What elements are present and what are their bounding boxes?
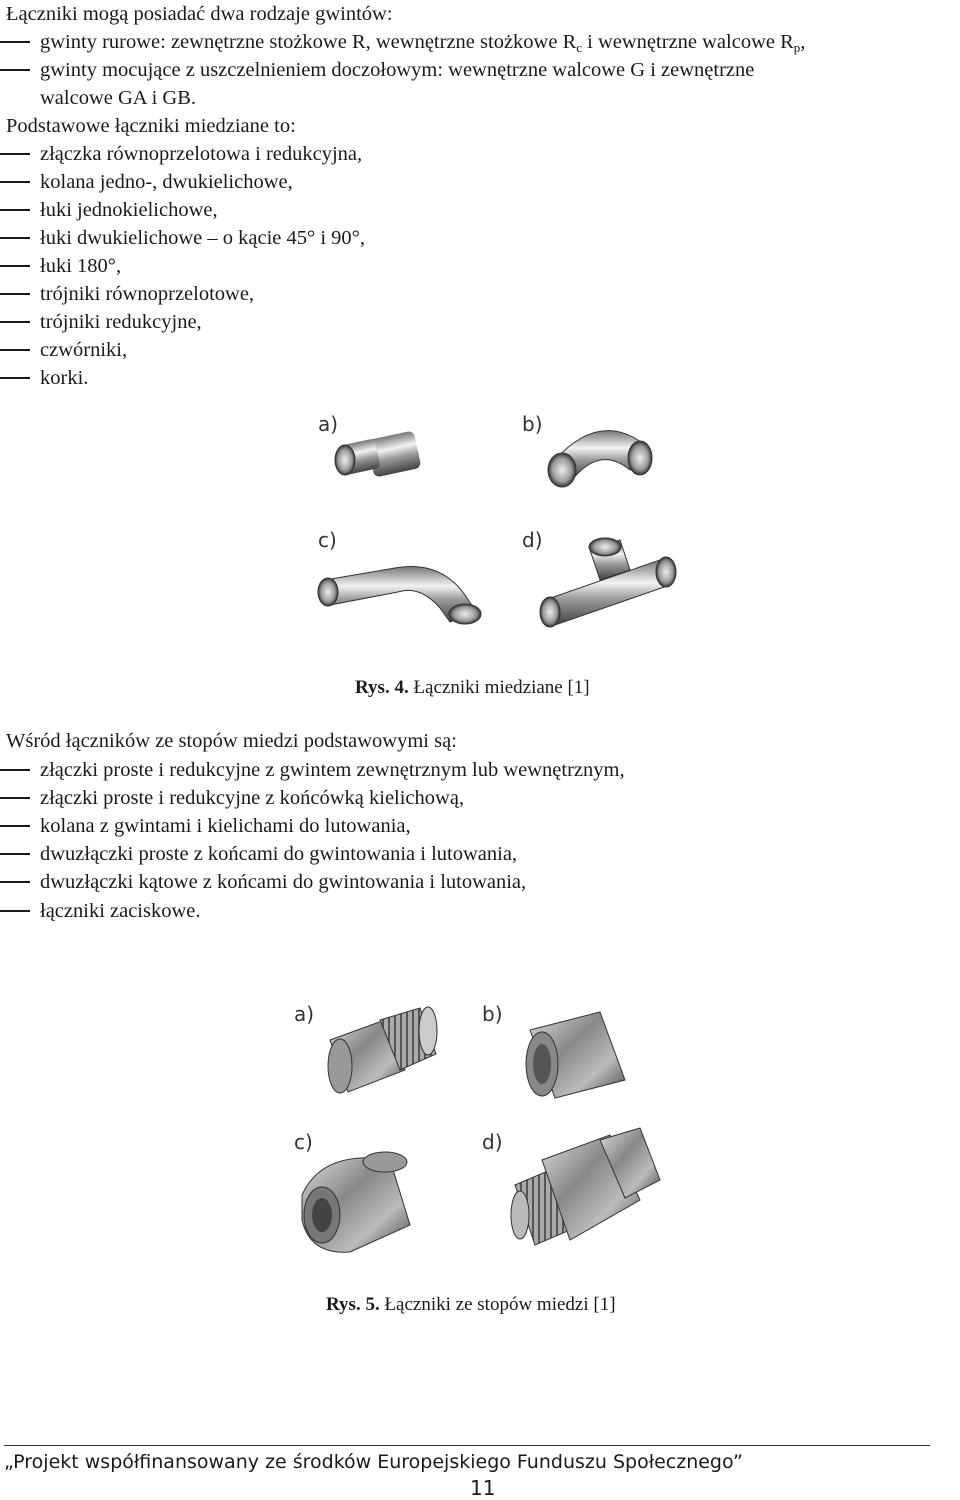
fig4-drawing (300, 400, 740, 650)
copper-bend-image (318, 567, 481, 624)
fig4-label-c: c) (318, 528, 337, 552)
dash-marker (0, 153, 30, 155)
fig4-caption-label: Rys. 4. (355, 677, 409, 698)
page-number: 11 (470, 1476, 496, 1500)
alloy-elbow-image (302, 1152, 410, 1252)
fig4-label-b: b) (522, 412, 543, 436)
fig5-caption-label: Rys. 5. (326, 1294, 380, 1315)
fig5-caption-text: Łączniki ze stopów miedzi [1] (379, 1294, 616, 1315)
footer-text: „Projekt współfinansowany ze środków Europejskiego Funduszu Społecznego” (4, 1451, 743, 1473)
thread-item-2-text: gwinty mocujące z uszczelnieniem doczołowym: wewnętrzne walcowe G i zewnętrzne (40, 59, 755, 81)
subscript-c: c (576, 40, 583, 55)
copper-intro: Podstawowe łączniki miedziane to: (6, 115, 296, 137)
footer-divider (4, 1445, 930, 1446)
dash-marker (0, 825, 30, 827)
dash-marker (0, 881, 30, 883)
fig4-label-d: d) (522, 528, 543, 552)
dash-marker (0, 769, 30, 771)
fig5-label-a: a) (294, 1002, 315, 1026)
fig5-drawing (280, 990, 700, 1280)
dash-marker (0, 377, 30, 379)
fig4-label-a: a) (318, 412, 339, 436)
figure-alloy-fittings (280, 990, 700, 1280)
dash-marker (0, 853, 30, 855)
fig4-caption-text: Łączniki miedziane [1] (408, 677, 590, 698)
alloy-coupling-image (526, 1012, 625, 1098)
figure-copper-fittings (300, 400, 740, 650)
thread-item-2-cont: walcowe GA i GB. (40, 87, 197, 109)
dash-marker (0, 910, 30, 912)
dash-marker (0, 265, 30, 267)
alloy-nipple-image (328, 1007, 437, 1093)
dash-marker (0, 41, 30, 43)
dash-marker (0, 237, 30, 239)
fig5-label-c: c) (294, 1130, 313, 1154)
thread-item-1-c: , (800, 31, 806, 53)
dash-marker (0, 69, 30, 71)
dash-marker (0, 181, 30, 183)
subscript-p: p (793, 40, 801, 55)
alloy-intro: Wśród łączników ze stopów miedzi podstawowymi są: (6, 730, 457, 752)
thread-item-1-b: i wewnętrzne walcowe R (582, 31, 794, 53)
dash-marker (0, 293, 30, 295)
fig5-label-d: d) (482, 1130, 503, 1154)
copper-reducer-image (335, 430, 421, 477)
fig5-caption (326, 1294, 616, 1316)
intro-text: Łączniki mogą posiadać dwa rodzaje gwintów: (6, 3, 393, 25)
alloy-union-image (511, 1128, 660, 1245)
fig4-caption (355, 677, 590, 699)
copper-tee-image (540, 538, 676, 627)
thread-item-1-a: gwinty rurowe: zewnętrzne stożkowe R, wewnętrzne stożkowe R (40, 31, 577, 53)
dash-marker (0, 797, 30, 799)
copper-elbow-image (548, 431, 652, 487)
dash-marker (0, 321, 30, 323)
fig5-label-b: b) (482, 1002, 503, 1026)
dash-marker (0, 209, 30, 211)
dash-marker (0, 349, 30, 351)
